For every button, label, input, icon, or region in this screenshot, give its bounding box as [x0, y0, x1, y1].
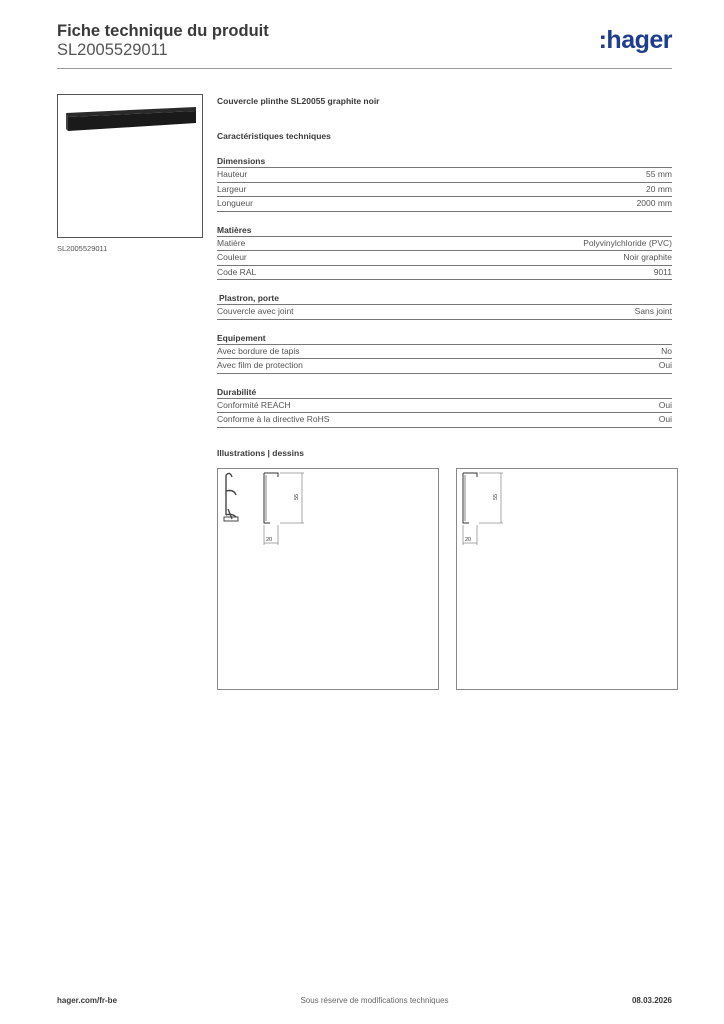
footer-notice: Sous réserve de modifications techniques	[300, 996, 449, 1005]
table-row	[217, 305, 672, 320]
section-plastron	[217, 293, 672, 320]
row-value: 2000 mm	[636, 198, 672, 208]
row-value: 55 mm	[646, 169, 672, 179]
row-label: Couvercle avec joint	[217, 306, 294, 316]
row-label: Longueur	[217, 198, 253, 208]
product-reference: SL2005529011	[57, 41, 168, 59]
website-link[interactable]: hager.com/fr-be	[57, 996, 118, 1005]
row-value: Noir graphite	[623, 252, 672, 262]
section-title: Matières	[217, 225, 672, 237]
row-label: Hauteur	[217, 169, 248, 179]
section-title: Durabilité	[217, 387, 672, 399]
section-title: Plastron, porte	[217, 293, 672, 305]
table-row	[217, 413, 672, 428]
table-row	[217, 183, 672, 198]
row-label: Conformité REACH	[217, 399, 291, 410]
row-label: Largeur	[217, 183, 247, 194]
row-label: Couleur	[217, 252, 247, 262]
row-value: Oui	[658, 360, 672, 370]
row-value: Oui	[658, 399, 672, 410]
row-value: No	[661, 345, 672, 356]
row-value: Sans joint	[634, 306, 672, 316]
table-row	[217, 197, 672, 212]
row-label: Avec film de protection	[217, 360, 303, 370]
product-name: Couvercle plinthe SL20055 graphite noir	[217, 96, 380, 106]
footer-date: 08.03.2026	[631, 996, 672, 1005]
row-value: Oui	[658, 414, 672, 424]
row-label: Code RAL	[217, 266, 257, 277]
section-dimensions	[217, 156, 672, 212]
section-title: Equipement	[217, 333, 672, 345]
section-title: Dimensions	[217, 156, 672, 168]
table-row	[217, 266, 672, 281]
section-durability	[217, 387, 672, 428]
product-image	[57, 94, 203, 238]
product-image-caption: SL2005529011	[57, 244, 108, 253]
width-dimension-label: 20	[465, 537, 472, 543]
illustration-drawing-2	[456, 468, 678, 690]
table-row	[217, 345, 672, 360]
section-materials	[217, 225, 672, 281]
page-title: Fiche technique du produit	[57, 22, 269, 40]
row-value: 20 mm	[646, 183, 672, 194]
technical-characteristics-title: Caractéristiques techniques	[217, 131, 331, 141]
table-row	[217, 359, 672, 374]
table-row	[217, 399, 672, 414]
illustration-drawing-1	[217, 468, 439, 690]
illustrations-title: Illustrations | dessins	[217, 447, 304, 458]
hager-logo: :hager	[598, 26, 672, 54]
height-dimension-label: 55	[294, 493, 300, 500]
row-label: Conforme à la directive RoHS	[217, 414, 330, 424]
row-label: Matière	[217, 237, 246, 248]
page-header	[57, 22, 672, 69]
table-row	[217, 168, 672, 183]
table-row	[217, 251, 672, 266]
section-equipment	[217, 333, 672, 374]
width-dimension-label: 20	[266, 537, 273, 543]
row-label: Avec bordure de tapis	[217, 345, 300, 356]
row-value: Polyvinylchloride (PVC)	[583, 237, 672, 248]
page-footer	[57, 996, 672, 1005]
table-row	[217, 237, 672, 252]
row-value: 9011	[653, 266, 672, 277]
product-details	[217, 96, 672, 458]
height-dimension-label: 55	[493, 493, 499, 500]
